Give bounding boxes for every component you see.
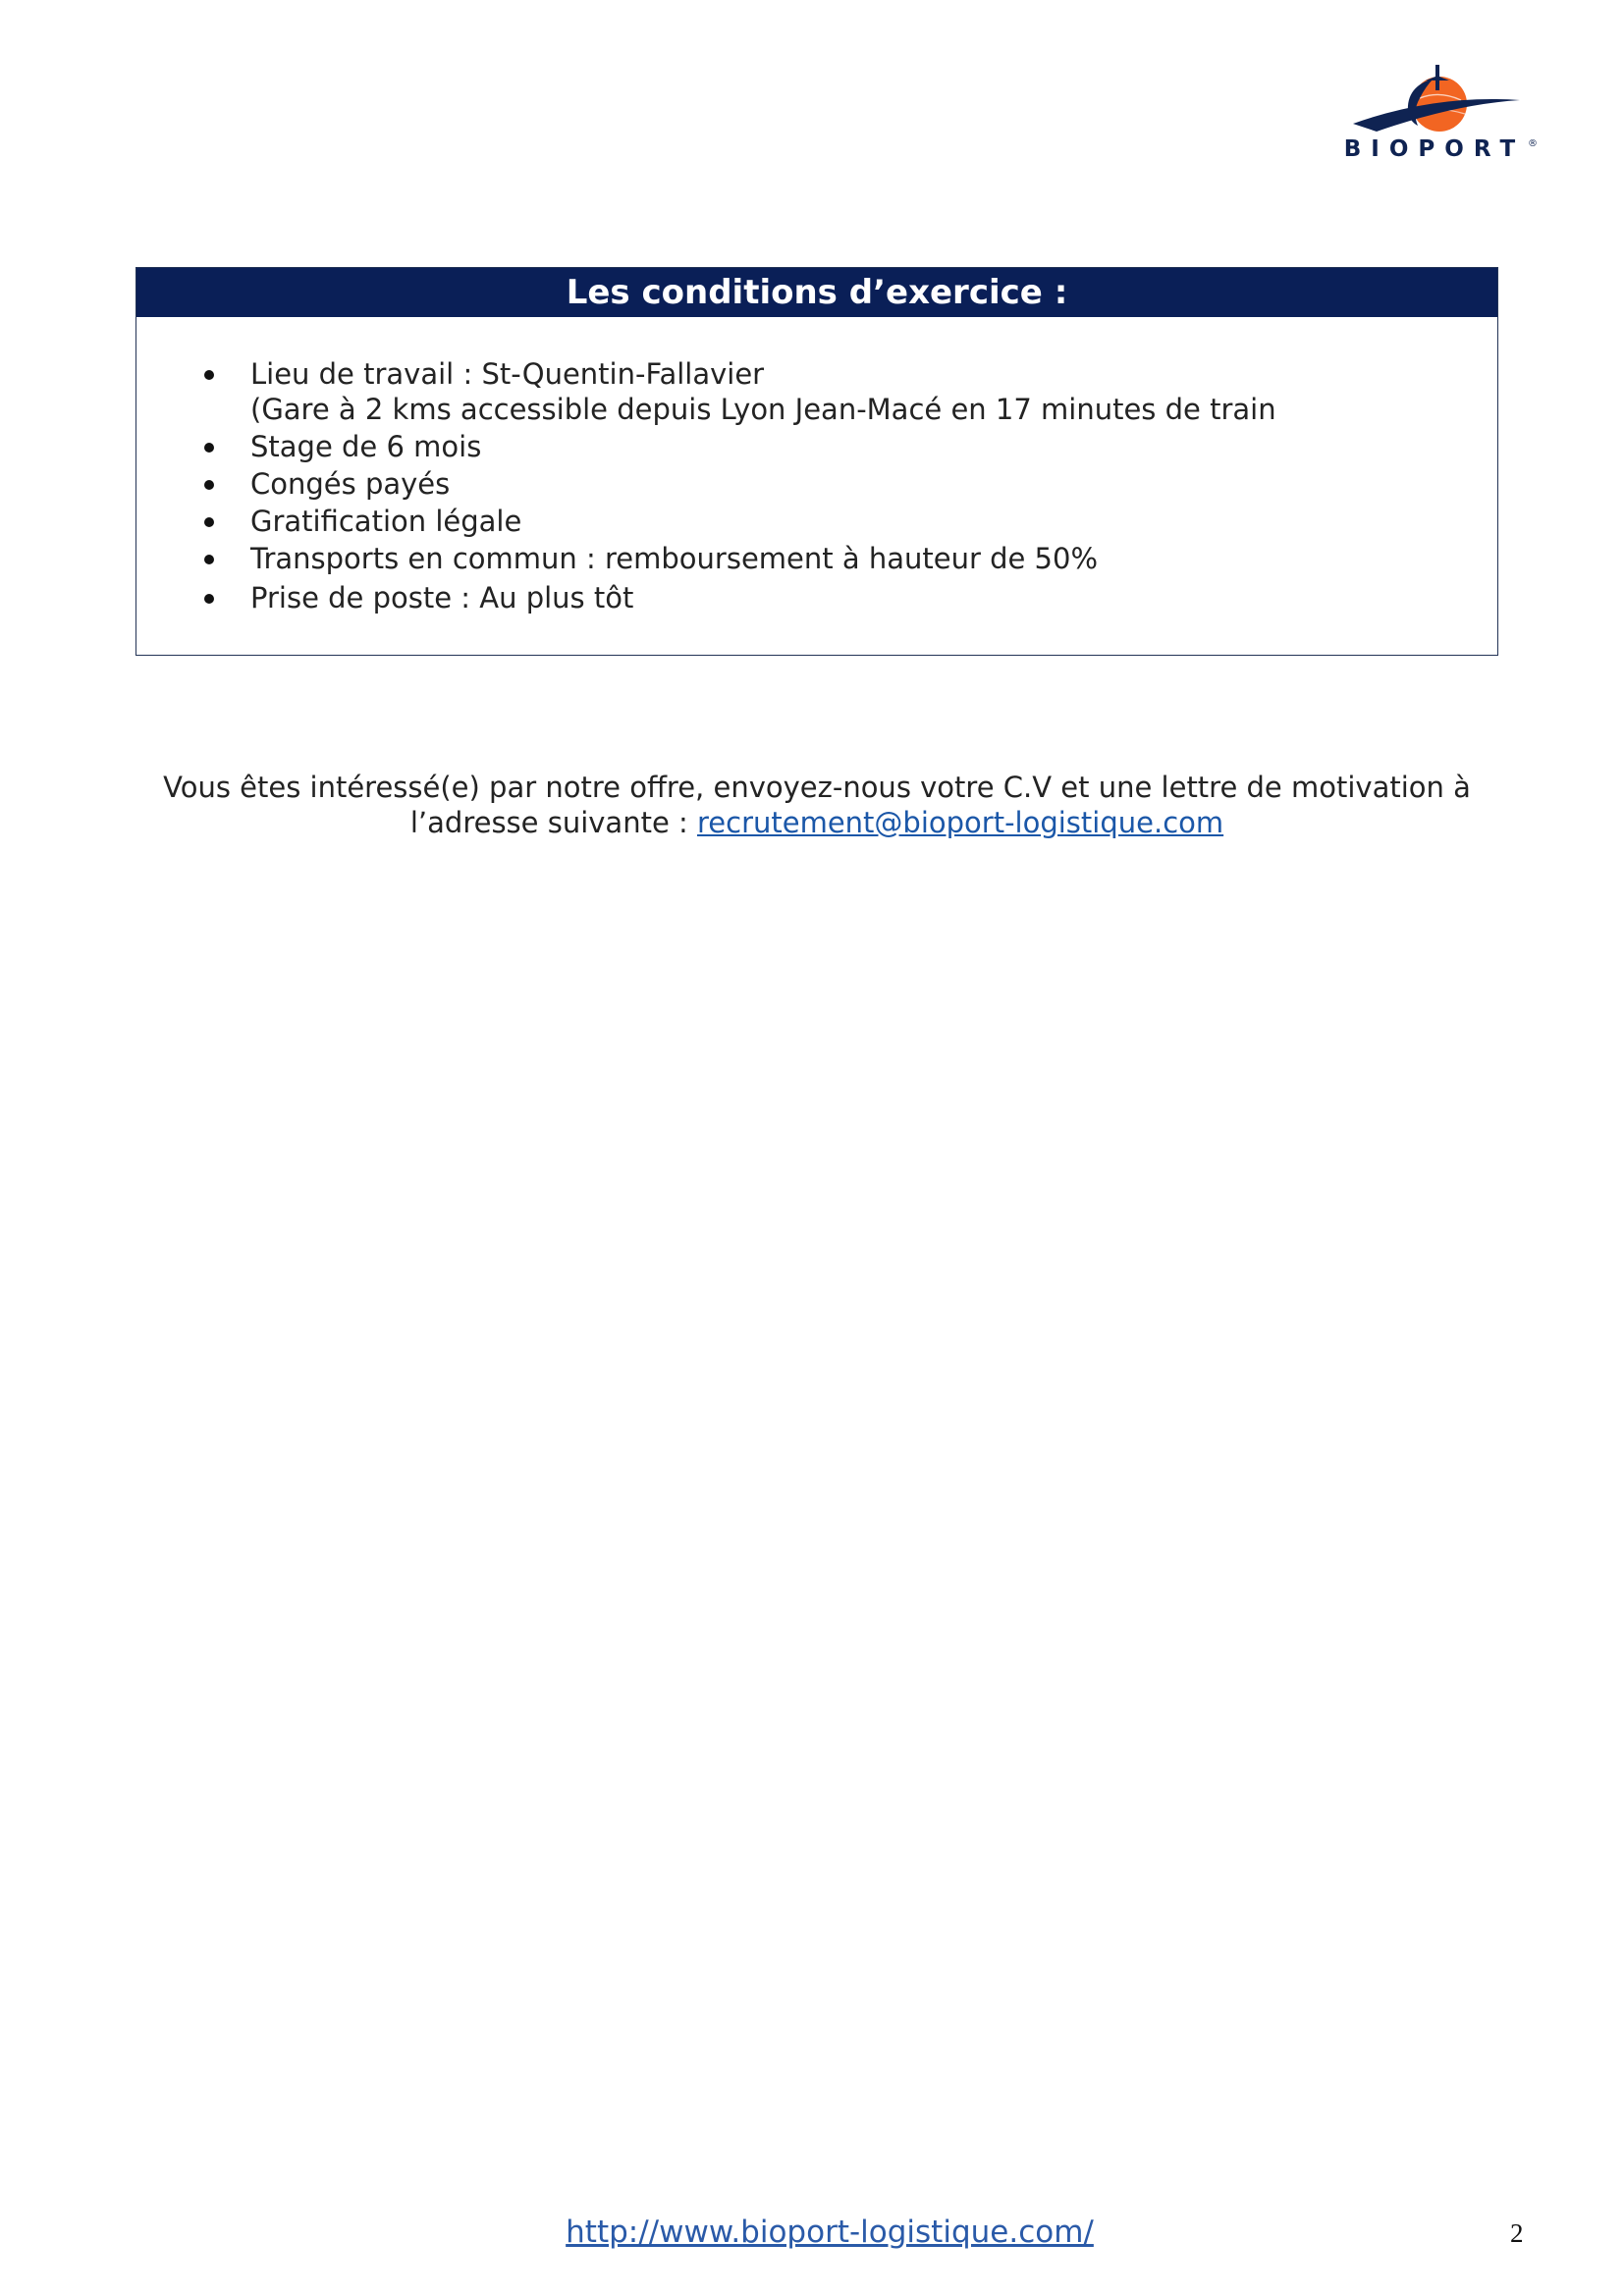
list-item-text: Lieu de travail : St-Quentin-Fallavier <box>250 357 765 391</box>
conditions-title: Les conditions d’exercice : <box>136 268 1497 317</box>
list-item <box>136 541 1497 576</box>
bioport-globe-icon <box>1347 61 1522 137</box>
cta-line-2 <box>135 805 1498 840</box>
list-item-text: Transports en commun : remboursement à hauteur de 50% <box>250 542 1099 575</box>
logo-wordmark: BIOPORT <box>1343 136 1526 162</box>
recruitment-email-link[interactable]: recrutement@bioport-logistique.com <box>697 806 1224 839</box>
list-item-text: Congés payés <box>250 467 451 501</box>
cta-line-1: Vous êtes intéressé(e) par notre offre, envoyez-nous votre C.V et une lettre de motivation à <box>163 771 1471 804</box>
website-link[interactable]: http://www.bioport-logistique.com/ <box>566 2215 1094 2250</box>
list-item <box>136 580 1497 615</box>
list-item-text: Stage de 6 mois <box>250 430 482 463</box>
conditions-list <box>136 356 1497 617</box>
list-item-text: Prise de poste : Au plus tôt <box>250 581 634 614</box>
list-item-text: Gratification légale <box>250 505 522 538</box>
list-item <box>136 466 1497 502</box>
list-item <box>136 356 1497 427</box>
list-item-subtext: (Gare à 2 kms accessible depuis Lyon Jean-Macé en 17 minutes de train <box>250 393 1276 426</box>
application-call-to-action <box>135 770 1498 840</box>
conditions-box <box>135 267 1498 656</box>
cta-line-2-prefix: l’adresse suivante : <box>409 806 697 839</box>
page-number: 2 <box>1510 2218 1524 2248</box>
list-item <box>136 504 1497 539</box>
registered-mark: ® <box>1528 138 1538 149</box>
bioport-logo <box>1327 61 1542 169</box>
list-item <box>136 429 1497 464</box>
